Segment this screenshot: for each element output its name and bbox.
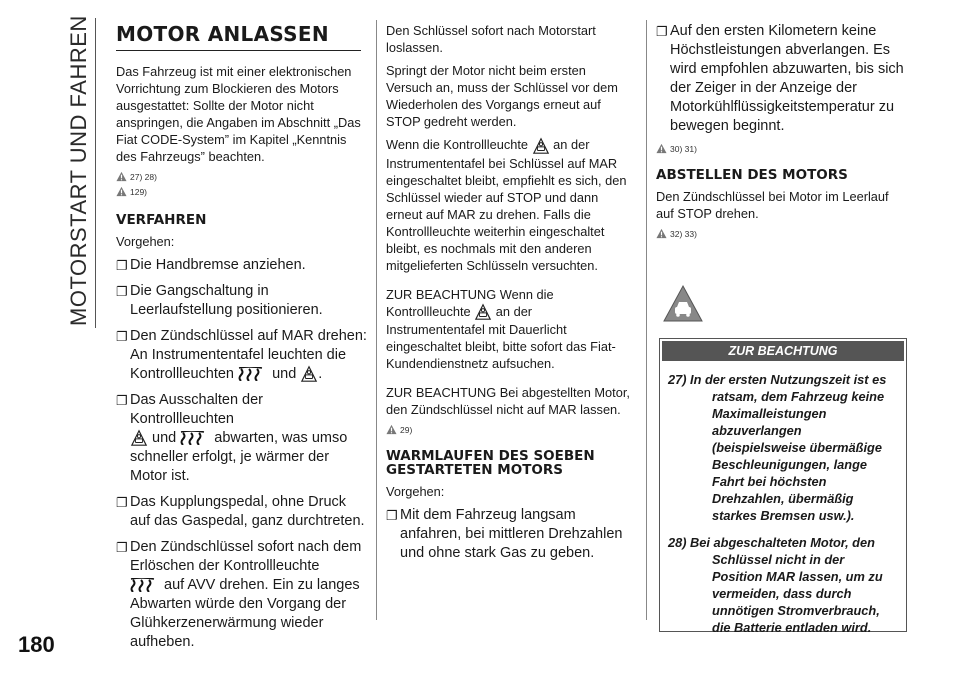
checkbox-icon: ❐ — [116, 329, 128, 344]
warning-triangle-icon — [386, 424, 397, 435]
intro-paragraph: Das Fahrzeug ist mit einer elektronischen Vorrichtung zum Blockieren des Motors ausgestattet: Sollte der Motor nicht anspringen, die Angaben im Abschnitt „Das Fiat CODE-System” im Kapitel „Kenntnis des Fahrzeugs” beachten. — [116, 64, 361, 164]
column-1 — [116, 22, 368, 659]
note-item: 27) In der ersten Nutzungszeit ist es ratsam, dem Fahrzeug keine Maximalleistungen abzuverlangen (beispielsweise übermäßige Beschleunigungen, lange Fahrt bei höchsten Drehzahlen, übermäßig starkes Bremsen usw.). — [668, 372, 887, 523]
warning-notes-panel — [659, 338, 907, 635]
checkbox-icon: ❐ — [116, 258, 128, 273]
step-item: ❐ Mit dem Fahrzeug langsam anfahren, bei mittleren Drehzahlen und ohne stark Gas zu geben. — [386, 507, 623, 562]
step-item: ❐ Das Ausschalten der Kontrollleuchten und abwarten, was umso schneller erfolgt, je wärmer der Motor ist. — [116, 392, 348, 484]
column-divider — [376, 20, 377, 620]
reference-129: 129) — [116, 186, 368, 197]
glow-plug-icon — [180, 431, 210, 445]
reference-29: 29) — [386, 424, 634, 435]
paragraph: Springt der Motor nicht beim ersten Versuch an, muss der Schlüssel vor dem Wiederholen des Vorgangs erneut auf STOP gedreht werden. — [386, 63, 618, 129]
subsection-abstellen: ABSTELLEN DES MOTORS — [656, 167, 848, 183]
step-item: ❐ Auf den ersten Kilometern keine Höchstleistungen abverlangen. Es wird empfohlen abzuwarten, bis sich der Zeiger in der Anzeige der Motorkühlflüssigkeitstemperatur zu bewegen beginnt. — [656, 23, 904, 134]
warning-triangle-icon — [656, 228, 667, 239]
column-divider — [646, 20, 647, 620]
fiat-code-icon — [532, 137, 550, 155]
note-item: 28) Bei abgeschalteten Motor, den Schlüssel nicht in der Position MAR lassen, um zu vermeiden, dass durch unnötigen Stromverbrauch, die Batterie entladen wird. — [668, 535, 883, 635]
glow-plug-icon — [130, 578, 160, 592]
reference-30-31: 30) 31) — [656, 143, 908, 154]
reference-32-33: 32) 33) — [656, 228, 908, 239]
paragraph: Den Schlüssel sofort nach Motorstart loslassen. — [386, 23, 596, 55]
side-divider — [95, 18, 96, 328]
glow-plug-icon — [238, 367, 268, 381]
paragraph: ZUR BEACHTUNG Bei abgestellten Motor, den Zündschlüssel nicht auf MAR lassen. — [386, 385, 630, 418]
checkbox-icon: ❐ — [116, 393, 128, 408]
paragraph: Wenn die Kontrollleuchte an der Instrumententafel bei Schlüssel auf MAR eingeschaltet bleibt, empfiehlt es sich, den Schlüssel wieder auf STOP und dann erneut auf MAR zu drehen. Falls die Kontrollleuchte weiterhin eingeschaltet bleibt, es nochmals mit den anderen mitgelieferten Schlüsseln versuchten. — [386, 137, 627, 273]
section-title-motor-anlassen: MOTOR ANLASSEN — [116, 22, 361, 51]
warning-triangle-icon — [116, 186, 127, 197]
paragraph: ZUR BEACHTUNG Wenn die Kontrollleuchte an der Instrumententafel mit Dauerlicht eingeschaltet bleibt, bitte sofort das Fiat-Kundendienstnetz aufsuchen. — [386, 286, 616, 372]
step-item: ❐ Den Zündschlüssel sofort nach dem Erlöschen der Kontrollleuchte auf AVV drehen. Ein zu langes Abwarten würde den Vorgang der Glühkerzenerwärmung wieder aufheben. — [116, 539, 362, 650]
checkbox-icon: ❐ — [116, 495, 128, 510]
checkbox-icon: ❐ — [386, 508, 398, 524]
notes-header: ZUR BEACHTUNG — [662, 341, 904, 361]
subsection-warmlaufen: WARMLAUFEN DES SOEBEN GESTARTETEN MOTORS — [386, 448, 595, 479]
vorgehen-label: Vorgehen: — [116, 234, 175, 249]
checkbox-icon: ❐ — [116, 540, 128, 555]
warning-triangle-icon — [116, 171, 127, 182]
step-item: ❐ Die Handbremse anziehen. — [116, 257, 306, 273]
column-2 — [386, 22, 634, 570]
fiat-code-icon — [300, 365, 318, 383]
subsection-verfahren: VERFAHREN — [116, 212, 207, 228]
page-number: 180 — [18, 632, 55, 657]
car-warning-icon — [662, 283, 704, 325]
checkbox-icon: ❐ — [116, 284, 128, 299]
chapter-side-title: MOTORSTART UND FAHREN — [66, 15, 91, 326]
fiat-code-icon — [130, 429, 148, 447]
step-item: ❐ Das Kupplungspedal, ohne Druck auf das Gaspedal, ganz durchtreten. — [116, 494, 365, 529]
step-item: ❐ Die Gangschaltung in Leerlaufstellung positionieren. — [116, 283, 323, 318]
reference-27-28: 27) 28) — [116, 171, 368, 182]
checkbox-icon: ❐ — [656, 24, 668, 39]
vorgehen-label: Vorgehen: — [386, 484, 445, 500]
paragraph: Den Zündschlüssel bei Motor im Leerlauf auf STOP drehen. — [656, 189, 889, 221]
warning-triangle-icon — [656, 143, 667, 154]
fiat-code-icon — [474, 303, 492, 321]
column-3 — [656, 22, 908, 241]
step-item: ❐ Den Zündschlüssel auf MAR drehen: An Instrumententafel leuchten die Kontrollleuchten und . — [116, 328, 367, 382]
